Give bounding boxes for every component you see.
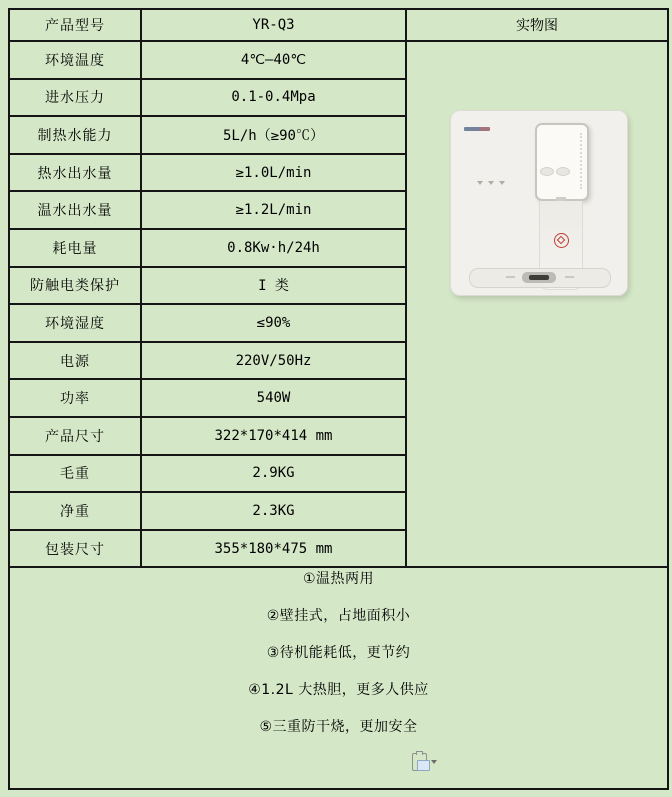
spec-value-product-size: 322*170*414 mm <box>141 417 406 455</box>
spec-value-net-weight: 2.3KG <box>141 492 406 530</box>
drip-tray <box>469 268 611 288</box>
feature-item: ①温热两用 <box>302 571 375 588</box>
spec-label-power-supply: 电源 <box>9 342 141 380</box>
spec-label-power-consumption: 耗电量 <box>9 229 141 267</box>
spec-label-shock-protection: 防触电类保护 <box>9 267 141 305</box>
tray-mark <box>506 276 515 278</box>
feature-item: ⑤三重防干烧，更加安全 <box>259 719 418 736</box>
spec-value-warm-water-flow: ≥1.2L/min <box>141 191 406 229</box>
clipboard-tab <box>416 751 423 755</box>
feature-item: ④1.2L 大热胆，更多人供应 <box>248 682 429 699</box>
indicator-arrow-icon <box>488 181 494 185</box>
features-row <box>9 567 668 789</box>
spec-label-warm-water-flow: 温水出水量 <box>9 191 141 229</box>
spec-label-humidity: 环境湿度 <box>9 304 141 342</box>
spec-label-product-model: 产品型号 <box>9 9 141 41</box>
spec-table <box>8 8 669 790</box>
module-button <box>556 167 570 176</box>
feature-item: ③待机能耗低，更节约 <box>266 645 411 662</box>
clipboard-page <box>417 760 430 771</box>
clipboard-icon <box>412 753 427 771</box>
paste-options-button[interactable] <box>412 753 437 771</box>
features-cell <box>9 567 668 789</box>
product-photo <box>450 110 628 296</box>
spec-value-gross-weight: 2.9KG <box>141 455 406 493</box>
spec-value-wattage: 540W <box>141 379 406 417</box>
spec-row <box>9 9 668 41</box>
product-photo-cell <box>406 41 668 567</box>
chevron-down-icon <box>431 760 437 764</box>
spec-value-power-supply: 220V/50Hz <box>141 342 406 380</box>
drip-tray-slot <box>522 272 556 283</box>
spec-row <box>9 41 668 79</box>
spec-value-inlet-pressure: 0.1-0.4Mpa <box>141 79 406 117</box>
drip-tray-grate <box>529 275 549 280</box>
spec-value-humidity: ≤90% <box>141 304 406 342</box>
indicator-icons <box>477 173 510 189</box>
spec-label-heating-capacity: 制热水能力 <box>9 116 141 154</box>
spec-label-inlet-pressure: 进水压力 <box>9 79 141 117</box>
red-seal-core <box>557 236 565 244</box>
spec-value-ambient-temp: 4℃—40℃ <box>141 41 406 79</box>
brand-logo <box>464 127 490 131</box>
spec-label-product-size: 产品尺寸 <box>9 417 141 455</box>
spec-label-net-weight: 净重 <box>9 492 141 530</box>
spec-value-product-model: YR-Q3 <box>141 9 406 41</box>
spec-label-wattage: 功率 <box>9 379 141 417</box>
image-column-header: 实物图 <box>406 9 668 41</box>
spec-value-package-size: 355*180*475 mm <box>141 530 406 568</box>
spec-label-package-size: 包装尺寸 <box>9 530 141 568</box>
spec-value-hot-water-flow: ≥1.0L/min <box>141 154 406 192</box>
spec-label-ambient-temp: 环境温度 <box>9 41 141 79</box>
spec-label-hot-water-flow: 热水出水量 <box>9 154 141 192</box>
spec-value-power-consumption: 0.8Kw·h/24h <box>141 229 406 267</box>
spec-value-heating-capacity: 5L/h（≥90℃） <box>141 116 406 154</box>
red-seal-icon <box>554 233 569 248</box>
dispenser-wall-panel <box>450 110 628 296</box>
module-dots <box>580 133 582 189</box>
tray-mark <box>565 276 574 278</box>
indicator-arrow-icon <box>499 181 505 185</box>
module-button <box>540 167 554 176</box>
dispenser-module <box>535 123 589 201</box>
indicator-arrow-icon <box>477 181 483 185</box>
feature-item: ②壁挂式，占地面积小 <box>266 608 411 625</box>
spec-value-shock-protection: I 类 <box>141 267 406 305</box>
spec-label-gross-weight: 毛重 <box>9 455 141 493</box>
